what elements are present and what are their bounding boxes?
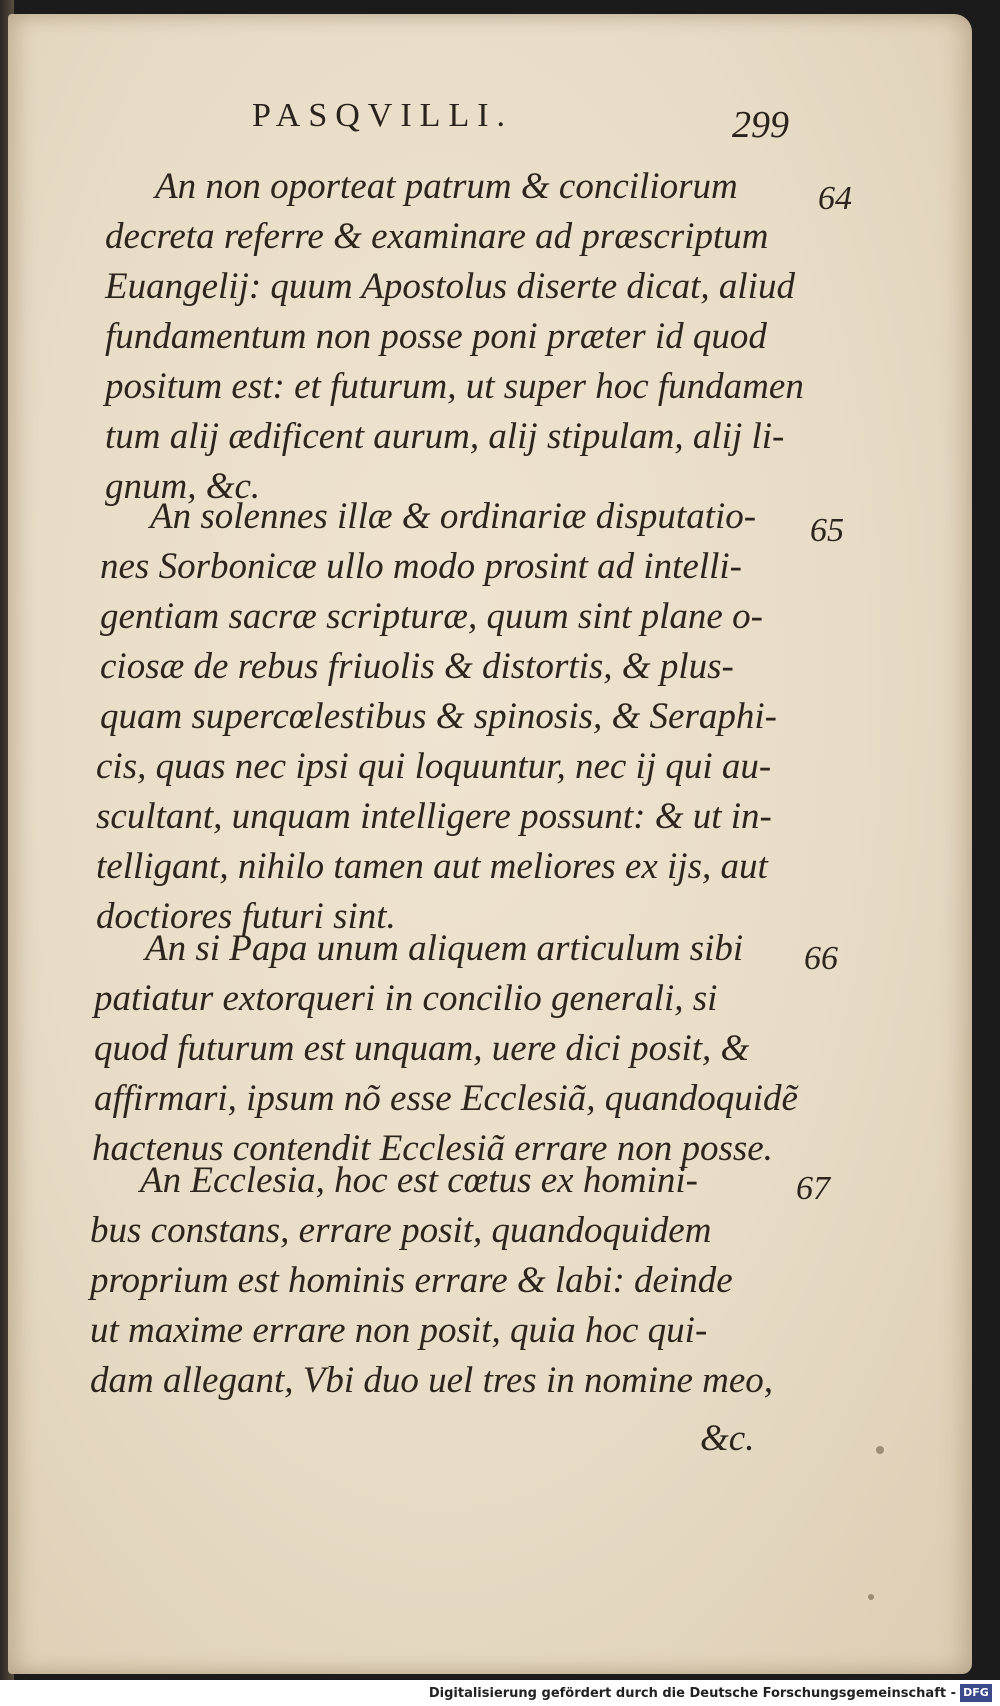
running-head: PASQVILLI. — [252, 97, 514, 134]
text-line: ut maxime errare non posit, quia hoc qui- — [90, 1310, 708, 1351]
text-line: quam supercœlestibus & spinosis, & Seraphi- — [100, 696, 777, 737]
text-line: gentiam sacræ scripturæ, quum sint plane o- — [100, 596, 763, 637]
text-line: quod futurum est unquam, uere dici posit, & — [94, 1028, 750, 1069]
article-number: 67 — [796, 1170, 830, 1207]
text-line: hactenus contendit Ecclesiã errare non posse. — [92, 1128, 773, 1169]
text-line: patiatur extorqueri in concilio generali, si — [94, 978, 718, 1019]
page-number: 299 — [732, 104, 789, 146]
book-page — [8, 14, 972, 1674]
text-line: An solennes illæ & ordinariæ disputatio- — [150, 496, 757, 537]
text-line: Euangelij: quum Apostolus diserte dicat, aliud — [105, 266, 795, 307]
article-number: 66 — [804, 940, 838, 977]
text-line: tum alij ædificent aurum, alij stipulam, alij li- — [105, 416, 785, 457]
text-line: &c. — [700, 1418, 755, 1459]
funding-credit: Digitalisierung gefördert durch die Deutsche Forschungsgemeinschaft - — [428, 1686, 956, 1701]
text-line: bus constans, errare posit, quandoquidem — [90, 1210, 712, 1251]
text-line: doctiores futuri sint. — [96, 896, 396, 937]
text-line: cis, quas nec ipsi qui loquuntur, nec ij qui au- — [96, 746, 772, 787]
text-line: An non oporteat patrum & conciliorum — [155, 166, 738, 207]
text-line: proprium est hominis errare & labi: deinde — [90, 1260, 733, 1301]
text-line: dam allegant, Vbi duo uel tres in nomine meo, — [90, 1360, 774, 1401]
text-line: decreta referre & examinare ad præscriptum — [105, 216, 769, 257]
text-line: affirmari, ipsum nõ esse Ecclesiã, quandoquidẽ — [94, 1078, 798, 1119]
article-number: 64 — [818, 180, 852, 217]
text-line: positum est: et futurum, ut super hoc fundamen — [105, 366, 804, 407]
text-line: telligant, nihilo tamen aut meliores ex ijs, aut — [96, 846, 768, 887]
text-line: An si Papa unum aliquem articulum sibi — [145, 928, 744, 969]
text-line: An Ecclesia, hoc est cœtus ex homini- — [140, 1160, 698, 1201]
digitization-footer — [0, 1680, 1000, 1706]
article-number: 65 — [810, 512, 844, 549]
dfg-logo: DFG — [960, 1684, 992, 1702]
text-line: scultant, unquam intelligere possunt: & ut in- — [96, 796, 772, 837]
text-line: gnum, &c. — [105, 466, 261, 507]
ink-spot — [868, 1594, 874, 1600]
ink-spot — [876, 1446, 884, 1454]
text-line: ciosæ de rebus friuolis & distortis, & plus- — [100, 646, 734, 687]
text-line: nes Sorbonicæ ullo modo prosint ad intelli- — [100, 546, 743, 587]
text-line: fundamentum non posse poni præter id quod — [105, 316, 767, 357]
